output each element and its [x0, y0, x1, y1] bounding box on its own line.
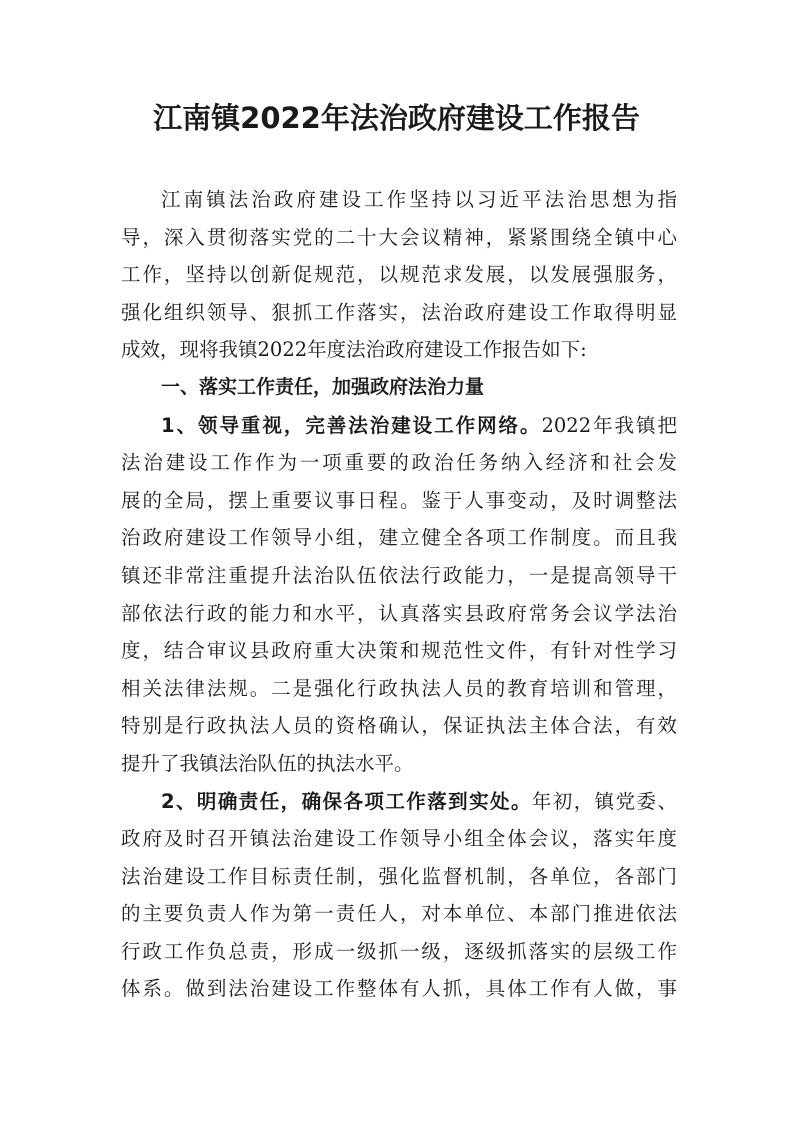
paragraph-lead: 2、明确责任，确保各项工作落到实处。	[161, 789, 532, 813]
paragraph-line: 展的全局，摆上重要议事日程。鉴于人事变动，及时调整法	[121, 488, 677, 512]
intro-line: 江南镇法治政府建设工作坚持以习近平法治思想为指	[161, 188, 677, 211]
paragraph-line: 治政府建设工作领导小组，建立健全各项工作制度。而且我	[121, 526, 677, 550]
paragraph-line: 法治建设工作目标责任制，强化监督机制，各单位，各部门	[121, 864, 677, 888]
paragraph-first-line	[121, 783, 677, 821]
paragraph-lead: 1、领导重视，完善法治建设工作网络。	[161, 413, 542, 437]
paragraph-line: 政府及时召开镇法治建设工作领导小组全体会议，落实年度	[121, 827, 677, 851]
paragraph-line: 法治建设工作作为一项重要的政治任务纳入经济和社会发	[121, 451, 677, 475]
document-body	[121, 181, 677, 1008]
section-heading: 一、落实工作责任，加强政府法治力量	[161, 375, 485, 398]
paragraph-line: 行政工作负总责，形成一级抓一级，逐级抓落实的层级工作	[121, 939, 677, 963]
paragraph-line: 特别是行政执法人员的资格确认，保证执法主体合法，有效	[121, 714, 677, 738]
paragraph-line: 体系。做到法治建设工作整体有人抓，具体工作有人做，事	[121, 977, 677, 1001]
paragraph-line: 度，结合审议县政府重大决策和规范性文件，有针对性学习	[121, 639, 677, 663]
intro-line: 工作，坚持以创新促规范，以规范求发展，以发展强服务，	[121, 263, 677, 287]
paragraph-line: 镇还非常注重提升法治队伍依法行政能力，一是提高领导干	[121, 563, 677, 587]
paragraph-first-line	[121, 407, 677, 445]
intro-line: 强化组织领导、狠抓工作落实，法治政府建设工作取得明显	[121, 300, 677, 324]
paragraph-text: 2022年我镇把	[541, 413, 677, 437]
paragraph-line: 部依法行政的能力和水平，认真落实县政府常务会议学法治	[121, 601, 677, 625]
intro-line: 导，深入贯彻落实党的二十大会议精神，紧紧围绕全镇中心	[121, 225, 677, 249]
paragraph-line: 提升了我镇法治队伍的执法水平。	[121, 751, 414, 775]
paragraph-text: 年初，镇党委、	[531, 789, 677, 813]
intro-line: 成效，现将我镇2022年度法治政府建设工作报告如下:	[121, 338, 587, 362]
paragraph-line: 相关法律法规。二是强化行政执法人员的教育培训和管理，	[121, 676, 677, 700]
document-title: 江南镇2022年法治政府建设工作报告	[153, 101, 640, 135]
paragraph-line: 的主要负责人作为第一责任人，对本单位、本部门推进依法	[121, 902, 677, 926]
